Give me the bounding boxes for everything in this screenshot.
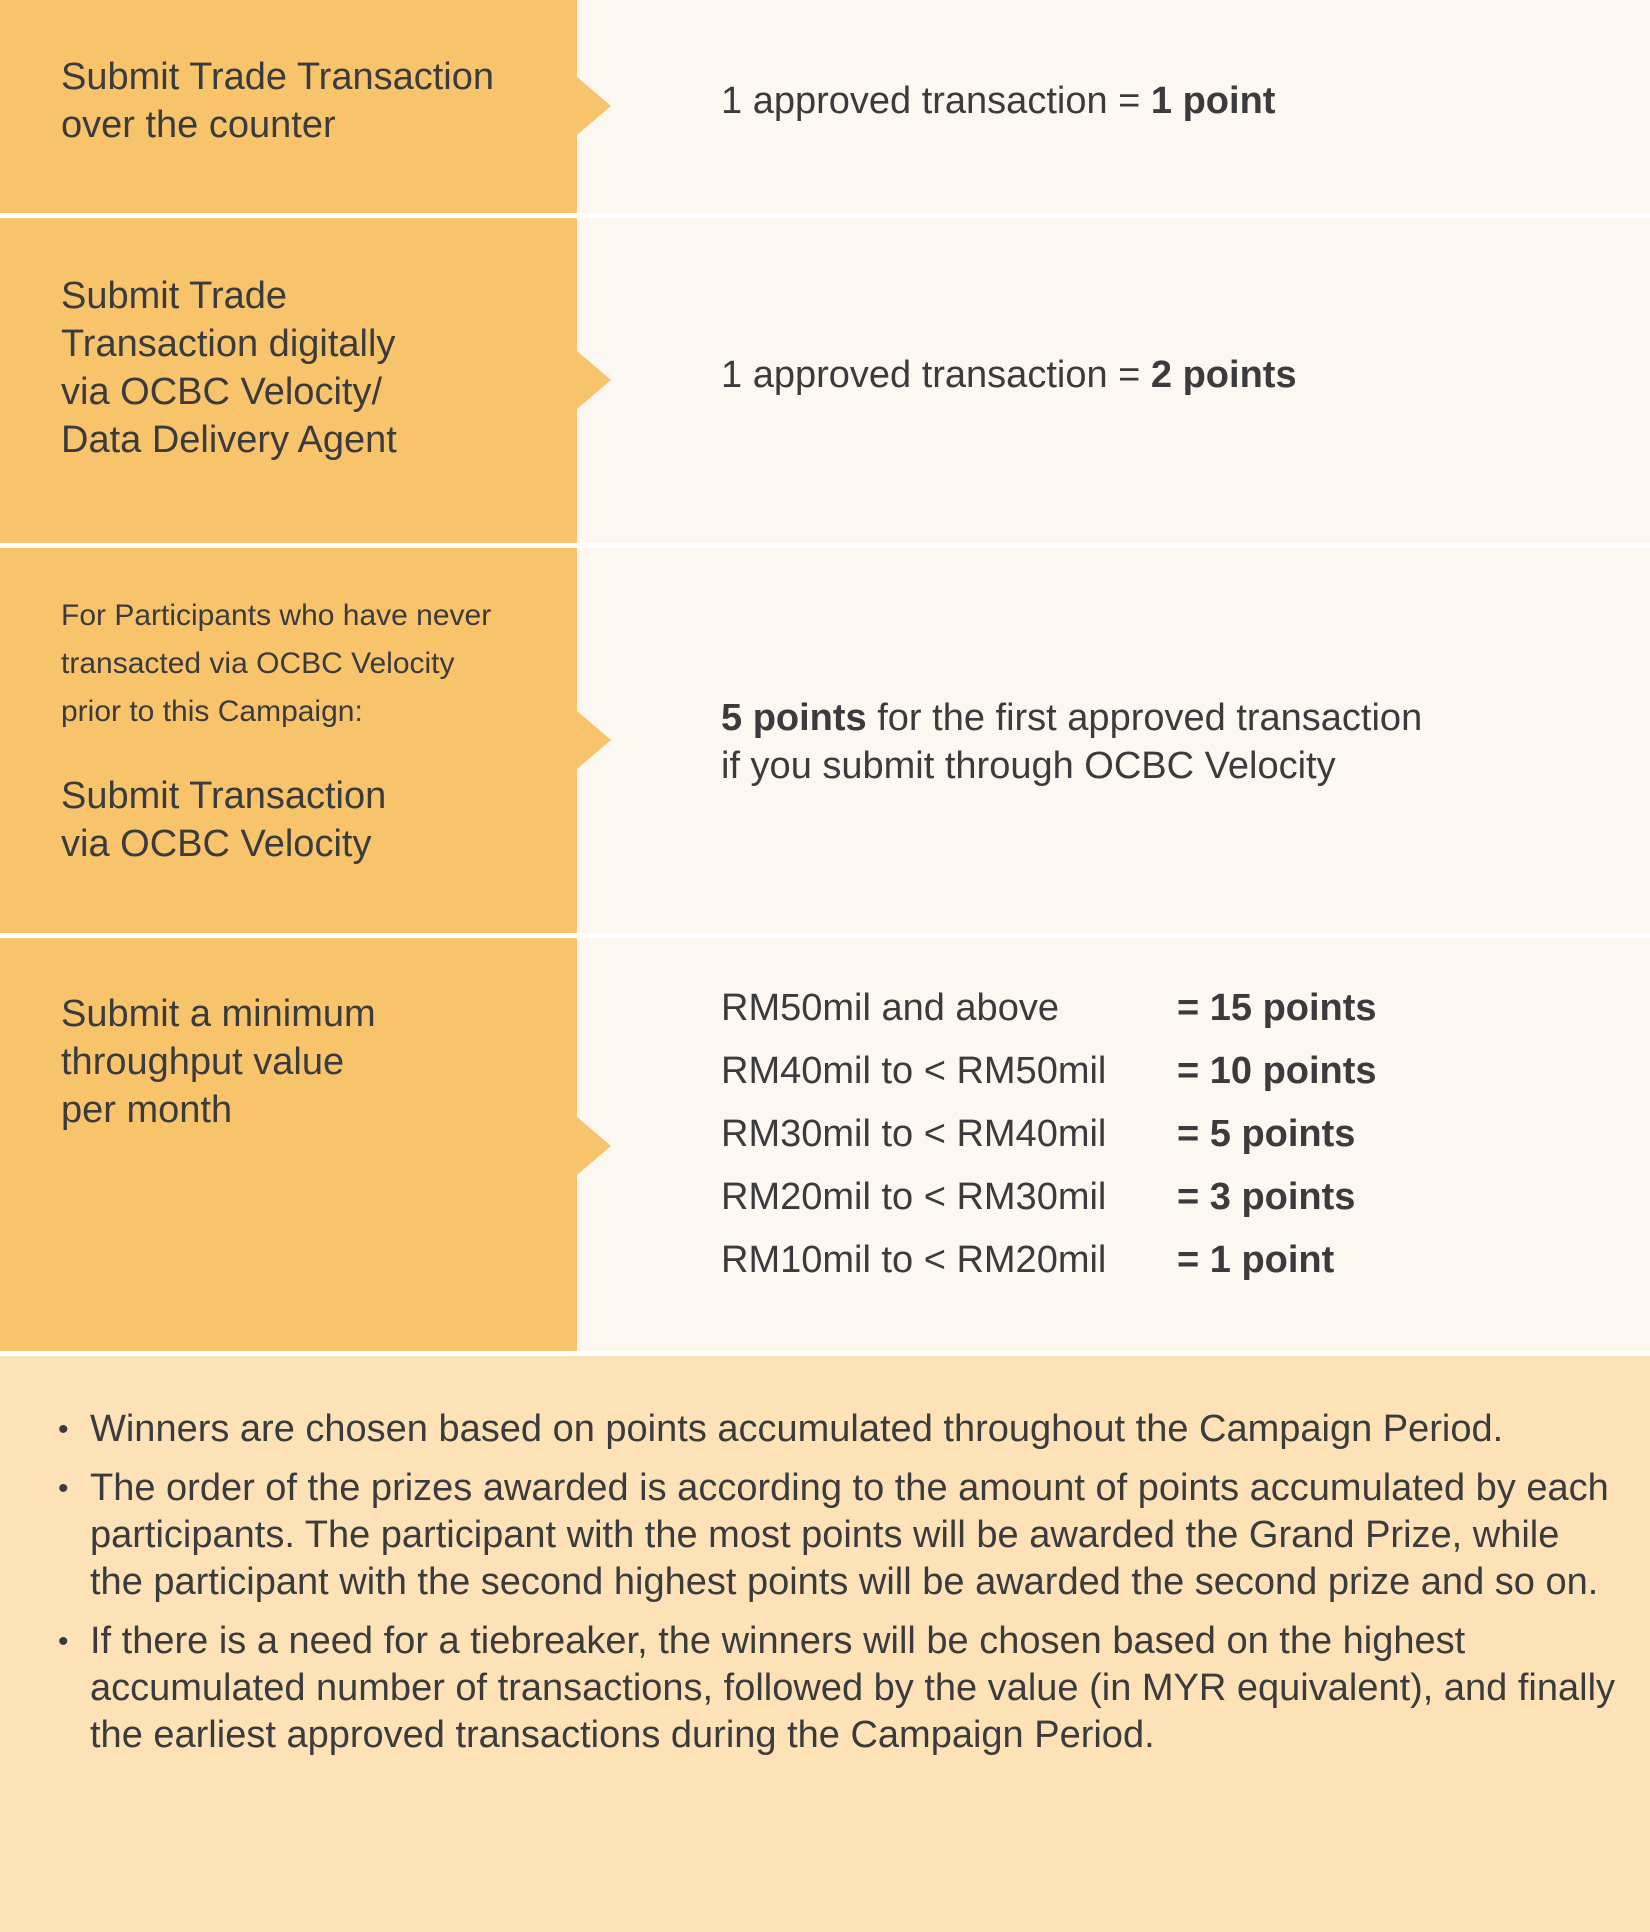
row-over-the-counter — [0, 0, 1650, 213]
row-arrow-icon — [577, 1117, 611, 1175]
notes-list — [58, 1406, 1618, 1771]
tier-points: = 5 points — [1177, 1113, 1356, 1155]
row-arrow-icon — [577, 351, 611, 409]
row-monthly-throughput — [0, 938, 1650, 1351]
bullet-icon: • — [58, 1472, 69, 1505]
tier-points: = 15 points — [1177, 987, 1377, 1029]
row-arrow-icon — [577, 711, 611, 769]
row-label: Submit Trade Transaction over the counter — [61, 56, 494, 146]
points-value: 2 points — [1150, 354, 1297, 396]
note-text: Winners are chosen based on points accumulated throughout the Campaign Period. — [90, 1408, 1504, 1450]
tier-points: = 1 point — [1177, 1239, 1335, 1281]
row-points — [721, 77, 1275, 125]
tier-range: RM50mil and above — [721, 987, 1059, 1029]
points-prefix: 1 approved transaction = — [721, 354, 1151, 396]
bullet-icon: • — [58, 1413, 69, 1446]
tier-range: RM40mil to < RM50mil — [721, 1050, 1107, 1092]
points-description: for the first approved transaction — [866, 697, 1423, 739]
row-eligibility-note: For Participants who have never transacted via OCBC Velocity prior to this Campaign: — [61, 599, 492, 728]
tier-points: = 10 points — [1177, 1050, 1377, 1092]
note-item — [58, 1406, 1618, 1453]
row-points — [721, 351, 1297, 399]
note-item — [58, 1465, 1618, 1606]
row-digital-submission — [0, 218, 1650, 543]
note-item — [58, 1618, 1618, 1759]
tier-range: RM10mil to < RM20mil — [721, 1239, 1107, 1281]
points-prefix: 1 approved transaction = — [721, 80, 1151, 122]
row-label: Submit Trade Transaction digitally via OCBC Velocity/ Data Delivery Agent — [61, 275, 397, 461]
row-points-condition: if you submit through OCBC Velocity — [721, 745, 1336, 787]
row-points — [721, 694, 1422, 742]
row-arrow-icon — [577, 77, 611, 135]
tier-points: = 3 points — [1177, 1176, 1356, 1218]
tier-range: RM30mil to < RM40mil — [721, 1113, 1107, 1155]
note-text: If there is a need for a tiebreaker, the winners will be chosen based on the highest accumulated number of transactions, followed by the value (in MYR equivalent), and finally the earliest approved transactions during the Campaign Period. — [90, 1620, 1616, 1756]
row-label: Submit Transaction via OCBC Velocity — [61, 775, 387, 865]
campaign-notes — [0, 1356, 1650, 1932]
points-value: 1 point — [1150, 80, 1276, 122]
tier-range: RM20mil to < RM30mil — [721, 1176, 1107, 1218]
points-value: 5 points — [721, 697, 867, 739]
bullet-icon: • — [58, 1625, 69, 1658]
row-first-velocity-transaction — [0, 548, 1650, 933]
row-label: Submit a minimum throughput value per month — [61, 993, 376, 1131]
note-text: The order of the prizes awarded is according to the amount of points accumulated by each participants. The participant with the most points will be awarded the Grand Prize, while the participant with the second highest points will be awarded the second prize and so on. — [90, 1467, 1609, 1603]
